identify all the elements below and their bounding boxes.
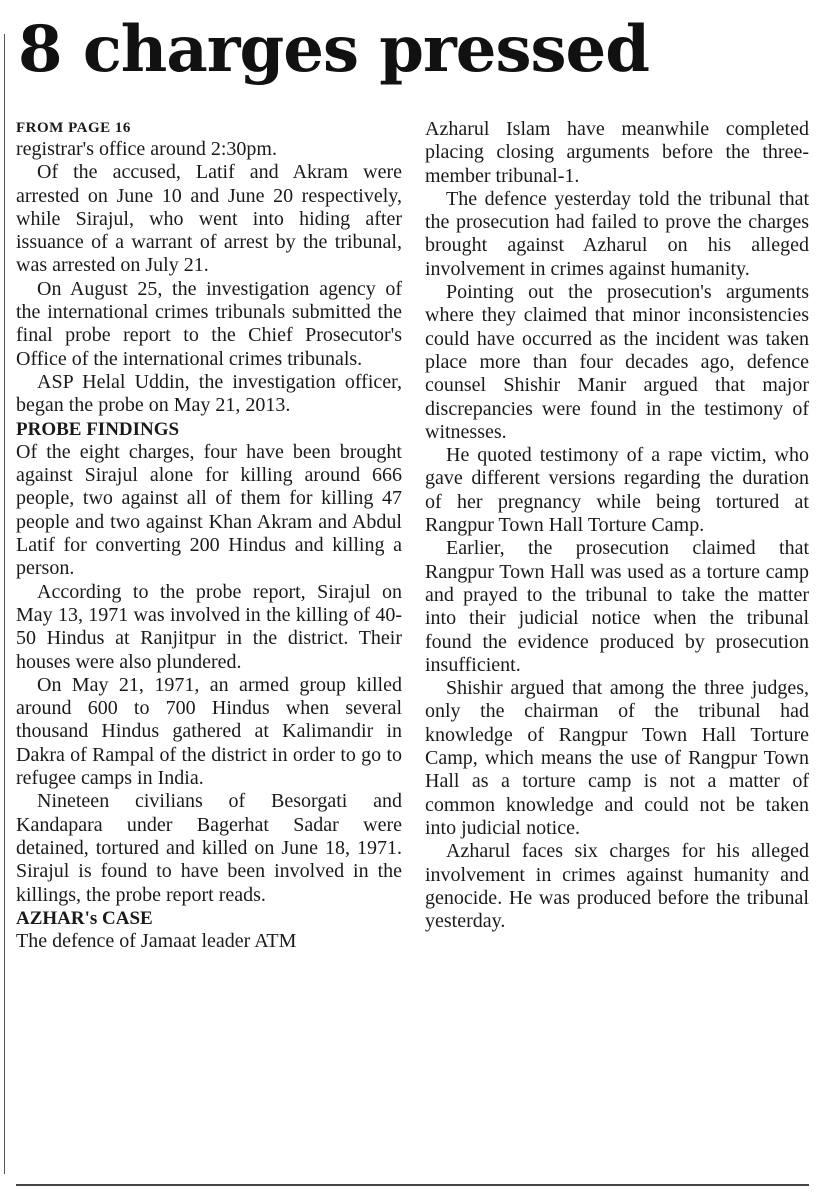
headline: 8 charges pressed [18,12,649,87]
paragraph: He quoted testimony of a rape victim, who gave different versions regarding the duration of her pregnancy while being tortured at Rangpur Town Hall Torture Camp. [425,444,809,537]
subhead-probe-findings: PROBE FINDINGS [16,418,180,440]
left-column-rule [4,34,5,1174]
paragraph: Earlier, the prosecution claimed that Rangpur Town Hall was used as a torture camp and prayed to the tribunal to take the matter into their judicial notice when the tribunal found the evidence produced by prosecution insufficient. [425,537,809,676]
paragraph: Of the eight charges, four have been brought against Sirajul alone for killing around 666 people, two against all of them for killing 47 people and two against Khan Akram and Abdul Latif for converting 200 Hindus and killing a person. [16,440,402,580]
paragraph: The defence of Jamaat leader ATM [16,930,297,953]
paragraph: registrar's office around 2:30pm. [16,138,277,160]
paragraph: On May 21, 1971, an armed group killed around 600 to 700 Hindus when several thousand Hindus gathered at Kalimandir in Dakra of Rampal of the district in order to go to refugee camps in India. [16,673,402,790]
dateline: FROM PAGE 16 [16,120,131,136]
paragraph: Nineteen civilians of Besorgati and Kandapara under Bagerhat Sadar were detained, tortured and killed on June 18, 1971. Sirajul is found to have been involved in the killings, the probe report reads. [16,790,402,906]
bottom-rule [16,1184,809,1186]
paragraph: On August 25, the investigation agency of the international crimes tribunals submitted the final probe report to the Chief Prosecutor's Office of the international crimes tribunals. [16,277,402,370]
paragraph: According to the probe report, Sirajul on May 13, 1971 was involved in the killing of 40-50 Hindus at Ranjitpur in the district. Their houses were also plundered. [16,580,402,673]
paragraph: Pointing out the prosecution's arguments where they claimed that minor inconsistencies could have occurred as the incident was taken place more than four decades ago, defence counsel Shishir Manir argued that major discrepancies were found in the testimony of witnesses. [425,281,809,443]
paragraph: Azharul Islam have meanwhile completed placing closing arguments before the three-member tribunal-1. [425,118,809,187]
paragraph: ASP Helal Uddin, the investigation officer, began the probe on May 21, 2013. [16,370,402,417]
paragraph: Of the accused, Latif and Akram were arrested on June 10 and June 20 respectively, while Sirajul, who went into hiding after issuance of a warrant of arrest by the tribunal, was arrested on July 21. [16,161,402,277]
left-column [16,118,402,953]
right-column [425,118,809,933]
paragraph: Shishir argued that among the three judges, only the chairman of the tribunal had knowledge of Rangpur Town Hall Torture Camp, which means the use of Rangpur Town Hall as a torture camp is not a matter of common knowledge and could not be taken into judicial notice. [425,677,809,839]
paragraph: The defence yesterday told the tribunal that the prosecution had failed to prove the charges brought against Azharul on his alleged involvement in crimes against humanity. [425,187,809,280]
subhead-azhars-case: AZHAR's CASE [16,907,153,929]
paragraph: Azharul faces six charges for his alleged involvement in crimes against humanity and genocide. He was produced before the tribunal yesterday. [425,840,809,933]
